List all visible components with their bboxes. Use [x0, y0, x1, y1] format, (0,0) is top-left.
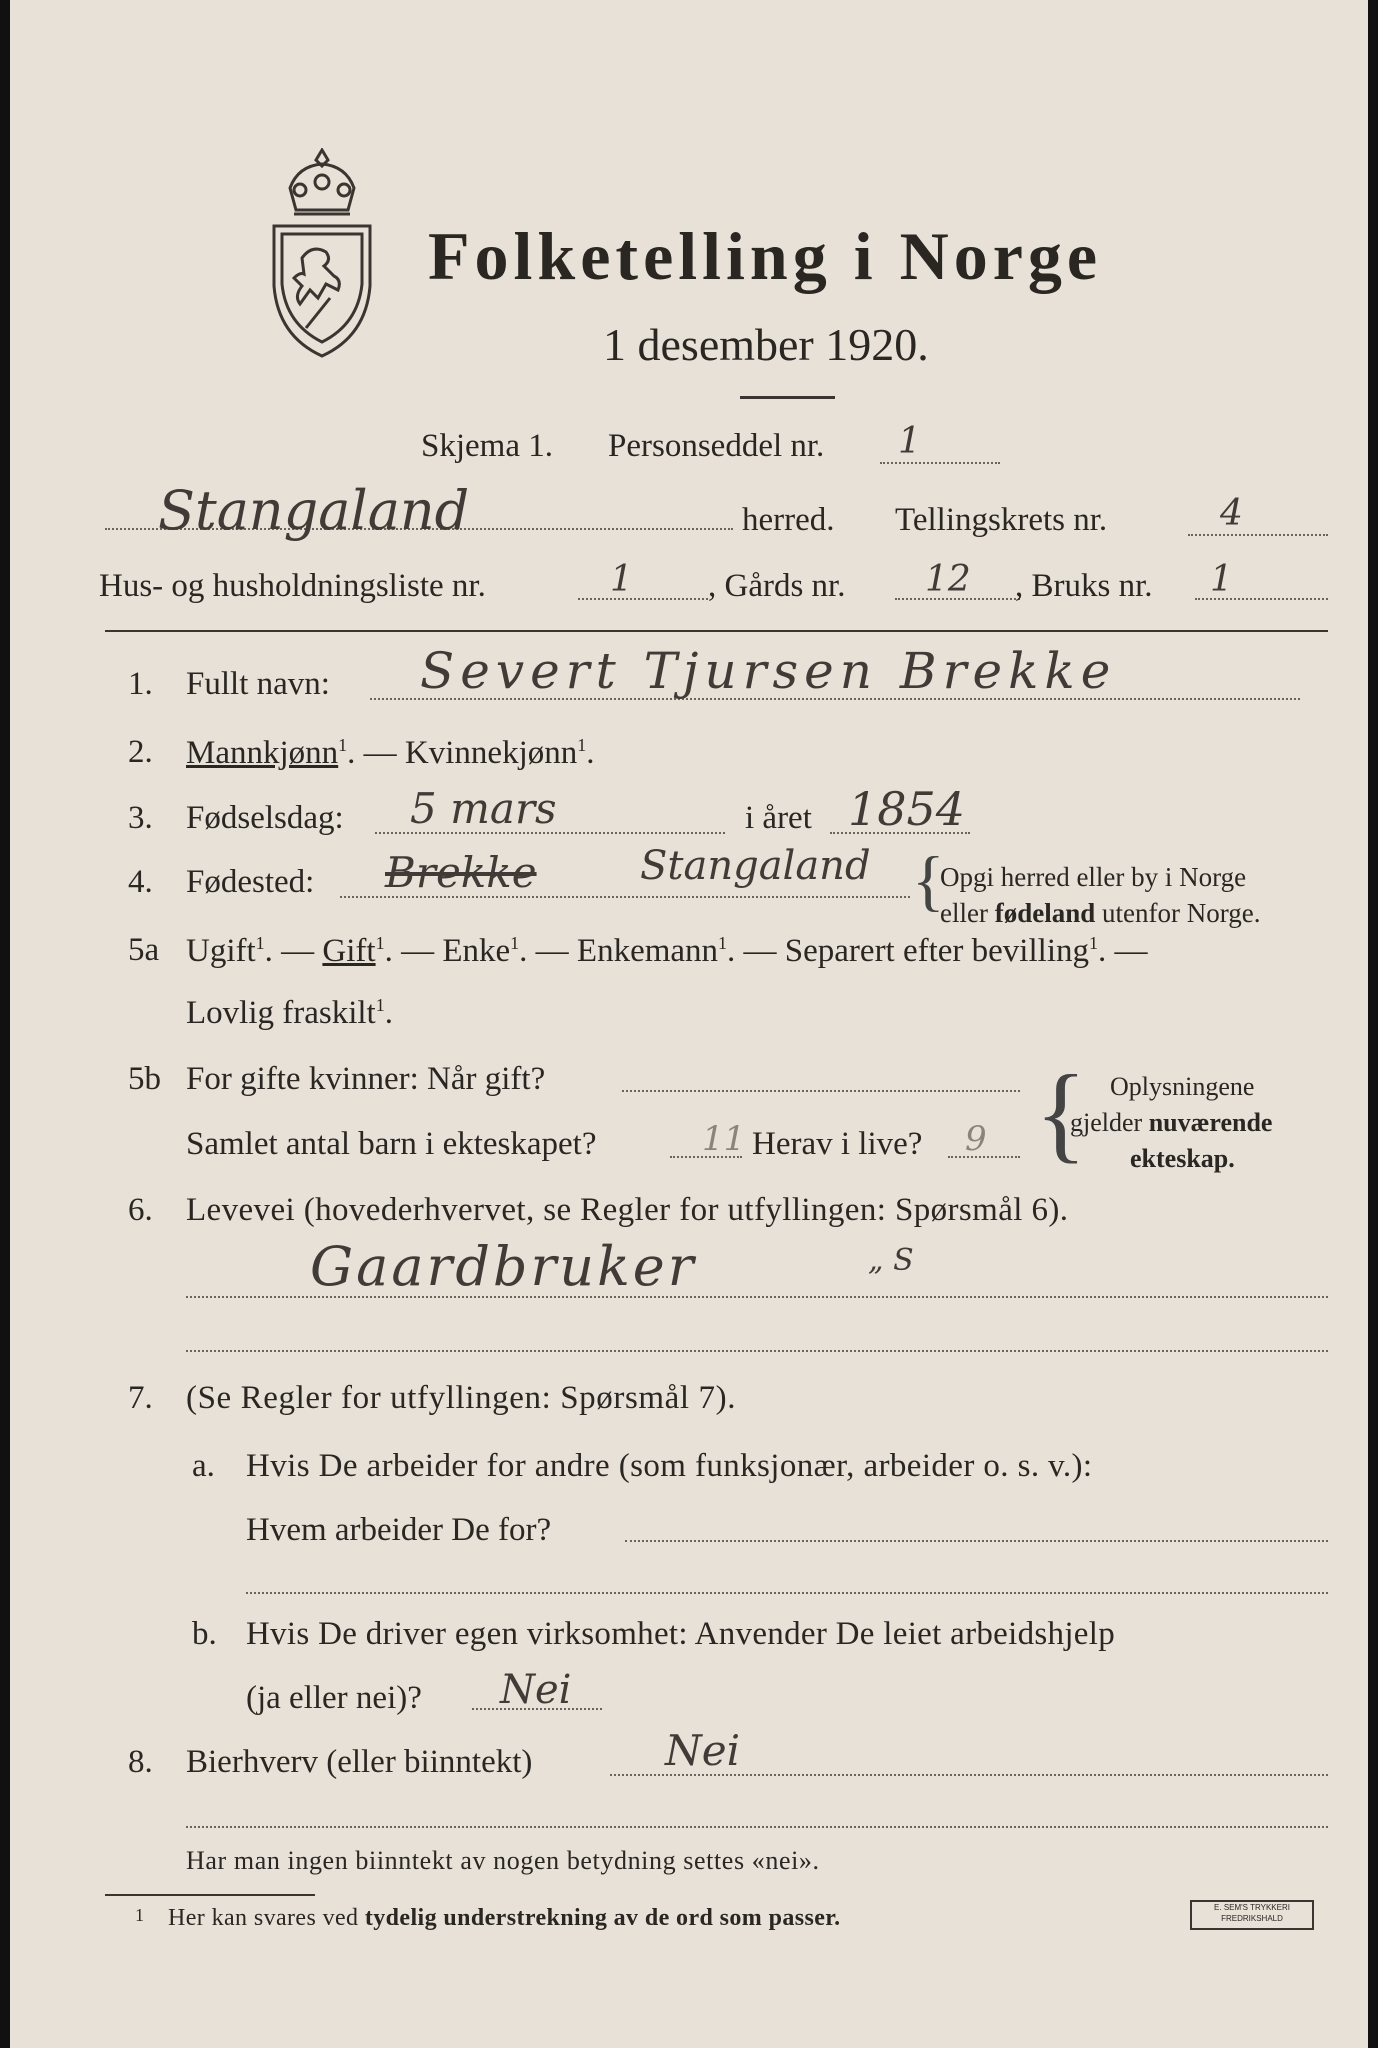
herred-value: Stangaland — [158, 479, 470, 542]
q5a-gift: Gift — [322, 933, 376, 969]
q7b-value: Nei — [500, 1667, 572, 1713]
bruks-value: 1 — [1210, 559, 1233, 600]
title-divider — [740, 396, 835, 399]
q5a-sup-2: 1 — [375, 933, 385, 953]
header-rule — [105, 630, 1328, 632]
q5b-barn-value: 11 — [702, 1119, 746, 1159]
q5a-sup-3: 1 — [510, 933, 520, 953]
q5a-enke: Enke — [442, 933, 511, 969]
personseddel-value: 1 — [898, 421, 921, 462]
q5a-ugift: Ugift — [186, 933, 256, 969]
q6-number: 6. — [128, 1192, 153, 1228]
q5b-label2: Samlet antal barn i ekteskapet? — [186, 1126, 597, 1162]
q3-year-label: i året — [745, 800, 812, 836]
tellingskrets-line — [1188, 534, 1328, 536]
personseddel-label: Personseddel nr. — [608, 428, 825, 464]
q5a-sup-6: 1 — [375, 995, 385, 1015]
q5a-fraskilt-row — [186, 996, 393, 1030]
q2-number: 2. — [128, 734, 153, 770]
q1-value: Severt Tjursen Brekke — [420, 642, 1117, 700]
footnote-number: 1 — [135, 1905, 144, 1925]
q5a-sup-4: 1 — [718, 933, 728, 953]
q7b-question: (ja eller nei)? — [246, 1680, 422, 1716]
q5a-sep-3: . — — [519, 933, 577, 969]
q5b-gift-line — [622, 1090, 1020, 1092]
q1-label: Fullt navn: — [186, 666, 330, 702]
q4-note-pre: eller — [940, 898, 995, 928]
q3-day: 5 mars — [410, 784, 557, 833]
q6-value-code: „ S — [868, 1243, 914, 1278]
bruks-label: , Bruks nr. — [1015, 568, 1153, 604]
q8-label: Bierhverv (eller biinntekt) — [186, 1744, 533, 1780]
q7b-text: Hvis De driver egen virksomhet: Anvender De leiet arbeidshjelp — [246, 1616, 1116, 1652]
q4-value-struck: Brekke — [385, 848, 537, 897]
q5b-note-line1: Oplysningene — [1110, 1072, 1255, 1101]
q4-note-line1: Opgi herred eller by i Norge — [940, 862, 1247, 892]
hus-label: Hus- og husholdningsliste nr. — [99, 568, 486, 604]
q7a-text: Hvis De arbeider for andre (som funksjonær, arbeider o. s. v.): — [246, 1448, 1093, 1484]
q2-end: . — [586, 735, 595, 771]
q7-number: 7. — [128, 1380, 153, 1416]
q2-sup-1: 1 — [338, 735, 348, 755]
q5a-end: . — [384, 995, 393, 1031]
gards-label: , Gårds nr. — [708, 568, 846, 604]
q8-value: Nei — [665, 1726, 741, 1775]
census-date: 1 desember 1920. — [603, 319, 929, 370]
q7a-question: Hvem arbeider De for? — [246, 1512, 552, 1548]
tellingskrets-value: 4 — [1220, 493, 1243, 534]
hus-line — [578, 598, 708, 600]
q5a-sep-1: . — — [264, 933, 323, 969]
q1-number: 1. — [128, 666, 153, 702]
printer-line1: E. SEM'S TRYKKERI — [1214, 1903, 1290, 1912]
gards-value: 12 — [925, 559, 971, 600]
footnote-pre: Her kan svares ved — [168, 1905, 365, 1931]
q5b-brace: { — [1035, 1054, 1087, 1173]
q4-note-post: utenfor Norge. — [1095, 898, 1261, 928]
q5b-note-pre: gjelder — [1070, 1108, 1149, 1137]
q3-year: 1854 — [848, 782, 966, 836]
q5a-sup-5: 1 — [1088, 933, 1098, 953]
q4-brace: { — [912, 842, 945, 918]
q4-number: 4. — [128, 864, 153, 900]
form-title: Folketelling i Norge — [428, 218, 1103, 294]
q5a-sep-2: . — — [384, 933, 443, 969]
hus-value: 1 — [610, 559, 633, 600]
q6-label: Levevei (hovederhvervet, se Regler for utfyllingen: Spørsmål 6). — [186, 1192, 1069, 1228]
footnote-rule — [105, 1894, 315, 1896]
q2-male: Mannkjønn — [186, 735, 339, 771]
q7a-line-2 — [246, 1592, 1328, 1594]
printer-line2: FREDRIKSHALD — [1221, 1914, 1283, 1923]
q5b-note-line3: ekteskap. — [1130, 1144, 1235, 1173]
q5a-sep-4: . — — [727, 933, 785, 969]
q6-value: Gaardbruker — [310, 1235, 697, 1298]
q7-label: (Se Regler for utfyllingen: Spørsmål 7). — [186, 1380, 737, 1416]
printer-stamp — [1190, 1900, 1314, 1930]
q5a-sep-end: . — — [1097, 933, 1148, 969]
q4-note-line2 — [940, 900, 1260, 927]
q5a-number: 5a — [128, 932, 160, 968]
q5b-label3: Herav i live? — [752, 1126, 923, 1162]
q7a-line-1 — [625, 1540, 1328, 1542]
q5b-live-value: 9 — [965, 1119, 987, 1159]
q3-label: Fødselsdag: — [186, 800, 344, 836]
q5b-note-line2 — [1070, 1110, 1272, 1136]
personseddel-line — [880, 462, 1000, 464]
herred-label: herred. — [742, 502, 835, 538]
q5b-label1: For gifte kvinner: Når gift? — [186, 1061, 546, 1097]
schema-label: Skjema 1. — [421, 428, 553, 464]
q7b-letter: b. — [192, 1616, 217, 1652]
tellingskrets-label: Tellingskrets nr. — [895, 502, 1108, 538]
footnote-bold: tydelig understrekning av de ord som passer. — [364, 1905, 841, 1931]
q5b-note-bold: nuværende — [1148, 1108, 1273, 1137]
q3-number: 3. — [128, 800, 153, 836]
q4-value: Stangaland — [640, 843, 871, 889]
q2-separator: . — Kvinnekjønn — [347, 735, 578, 771]
census-form — [10, 0, 1368, 2048]
coat-of-arms-icon — [260, 148, 384, 358]
q6-line-2 — [186, 1350, 1328, 1352]
q2-text — [186, 736, 595, 770]
q2-sup-2: 1 — [577, 735, 587, 755]
q5a-options — [186, 934, 1147, 968]
q7a-letter: a. — [192, 1448, 215, 1484]
footer-note: Har man ingen biinntekt av nogen betydning settes «nei». — [186, 1846, 820, 1875]
footnote-text — [168, 1906, 841, 1930]
q5a-separert: Separert efter bevilling — [784, 933, 1089, 969]
q4-label: Fødested: — [186, 864, 315, 900]
q5b-number: 5b — [128, 1061, 161, 1097]
q5a-fraskilt: Lovlig fraskilt — [186, 995, 376, 1031]
q8-number: 8. — [128, 1744, 153, 1780]
q4-note-bold: fødeland — [994, 898, 1096, 928]
q5a-sup-1: 1 — [255, 933, 265, 953]
q8-line-2 — [186, 1826, 1328, 1828]
q5a-enkemann: Enkemann — [576, 933, 719, 969]
